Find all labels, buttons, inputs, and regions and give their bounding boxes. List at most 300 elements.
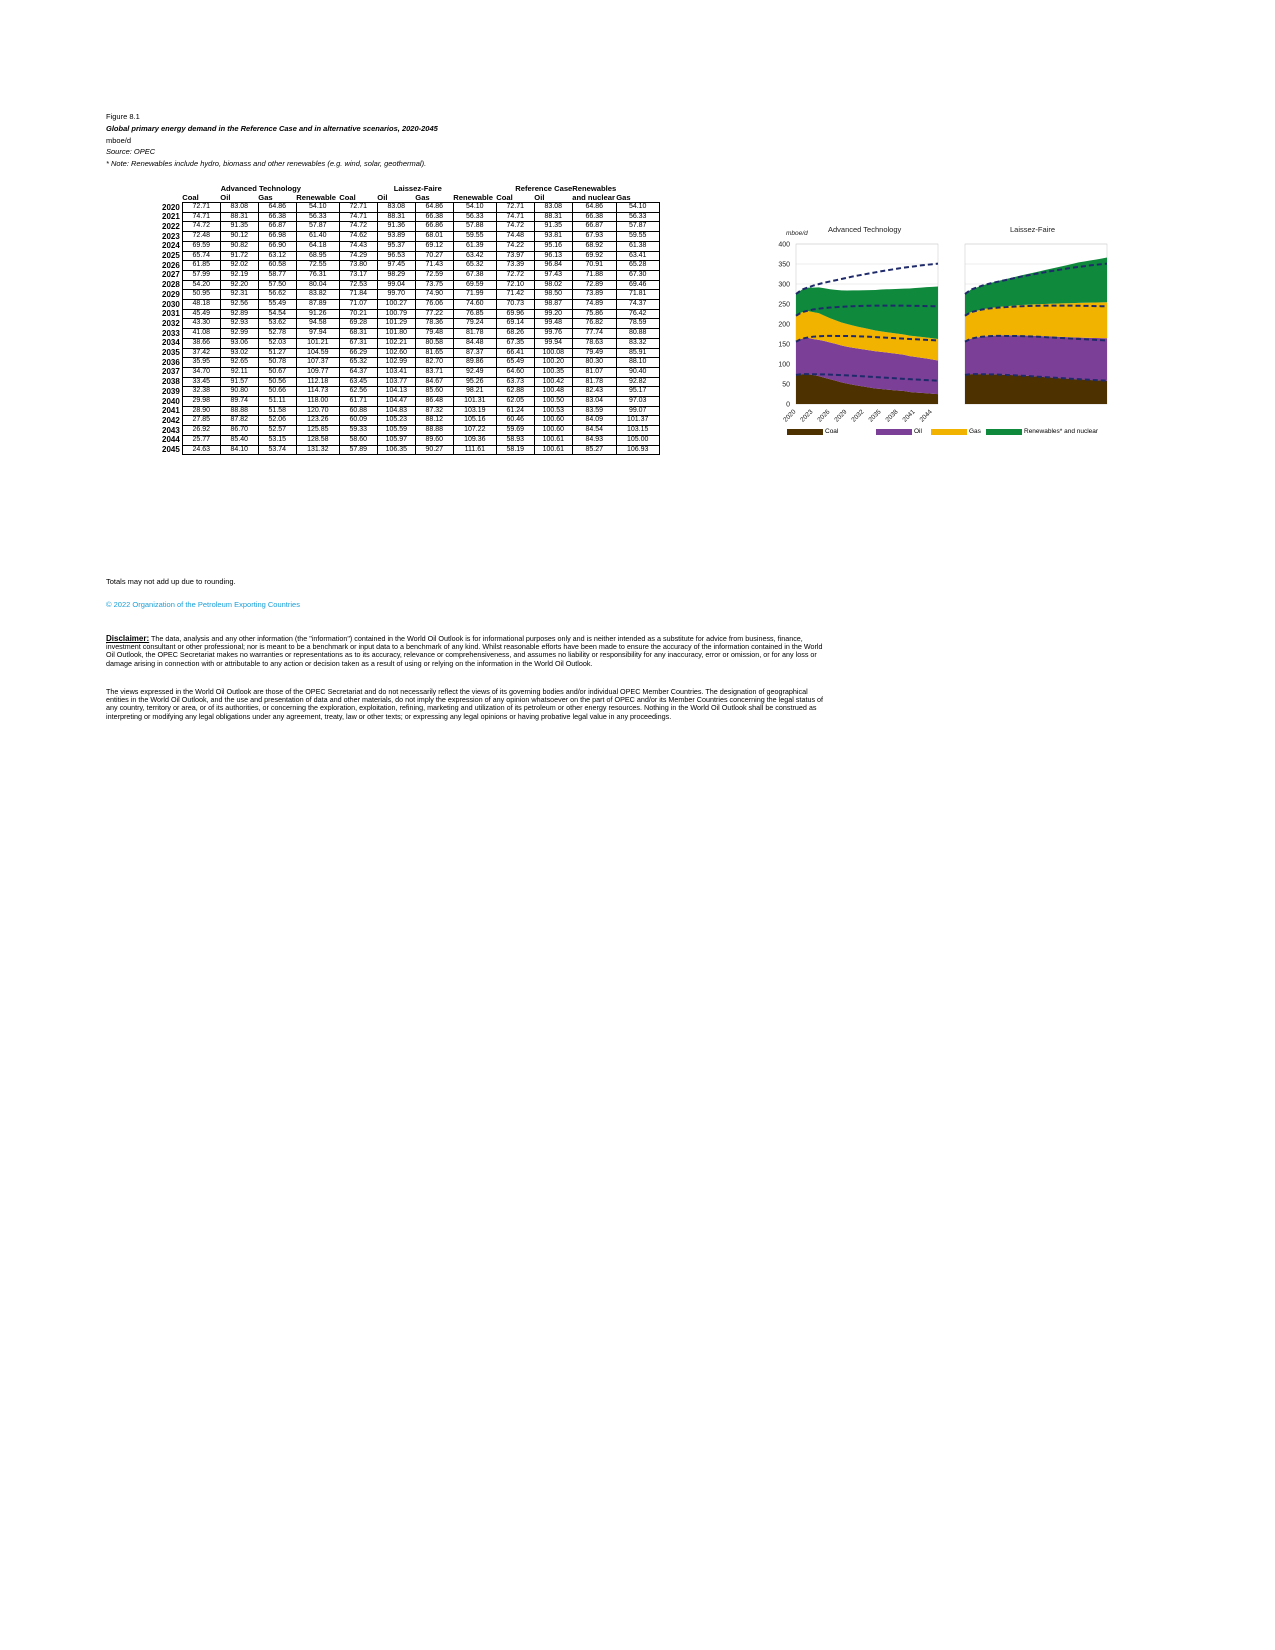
table-cell: 100.08 (534, 348, 572, 358)
rounding-note: Totals may not add up due to rounding. (106, 577, 236, 586)
row-year: 2041 (162, 406, 180, 416)
row-year: 2040 (162, 396, 180, 406)
column-header: Coal (496, 193, 513, 202)
table-cell: 56.62 (258, 290, 296, 300)
table-cell: 84.67 (415, 377, 453, 387)
table-cell: 92.02 (220, 261, 258, 271)
legend-gas (931, 428, 981, 435)
x-tick-label: 2038 (884, 408, 900, 424)
area-oil (965, 335, 1107, 380)
row-year: 2023 (162, 231, 180, 241)
table-cell: 103.19 (453, 406, 496, 416)
table-cell: 62.88 (496, 387, 534, 397)
group-reference-case: Reference Case (515, 184, 573, 193)
table-cell: 68.95 (296, 251, 339, 261)
table-cell: 90.80 (220, 387, 258, 397)
table-cell: 74.72 (182, 222, 220, 232)
table-cell: 28.90 (182, 406, 220, 416)
y-tick-label: 200 (778, 321, 790, 329)
table-cell: 114.73 (296, 387, 339, 397)
table-cell: 57.88 (453, 222, 496, 232)
y-tick-label: 350 (778, 261, 790, 269)
table-cell: 65.32 (339, 358, 377, 368)
table-cell: 76.82 (572, 319, 616, 329)
table-cell: 72.10 (496, 280, 534, 290)
row-year: 2027 (162, 270, 180, 280)
table-cell: 37.42 (182, 348, 220, 358)
copyright-link[interactable]: © 2022 Organization of the Petroleum Exporting Countries (106, 600, 300, 609)
x-tick-label: 2035 (867, 408, 883, 424)
table-cell: 85.27 (572, 445, 616, 455)
table-cell: 54.10 (296, 203, 339, 213)
table-cell: 61.85 (182, 261, 220, 271)
legend-coal (787, 428, 838, 435)
table-cell: 64.60 (496, 367, 534, 377)
row-year: 2042 (162, 415, 180, 425)
row-year: 2039 (162, 386, 180, 396)
table-cell: 76.42 (616, 309, 659, 319)
table-cell: 98.50 (534, 290, 572, 300)
table-cell: 61.24 (496, 406, 534, 416)
group-advanced-technology: Advanced Technology (220, 184, 302, 193)
table-cell: 66.98 (258, 232, 296, 242)
energy-demand-chart (0, 0, 1275, 450)
table-cell: 98.21 (453, 387, 496, 397)
table-cell: 72.55 (296, 261, 339, 271)
table-cell: 29.98 (182, 397, 220, 407)
table-cell: 71.88 (572, 270, 616, 280)
table-cell: 100.60 (534, 426, 572, 436)
column-header: Oil (220, 193, 231, 202)
legend-coal-swatch (787, 429, 823, 435)
row-year: 2034 (162, 338, 180, 348)
column-header: Coal (182, 193, 199, 202)
table-cell: 38.66 (182, 338, 220, 348)
table-cell: 83.82 (296, 290, 339, 300)
table-cell: 63.41 (616, 251, 659, 261)
table-cell: 64.18 (296, 241, 339, 251)
table-cell: 86.70 (220, 426, 258, 436)
table-cell: 103.77 (377, 377, 415, 387)
table-cell: 101.21 (296, 338, 339, 348)
table-cell: 50.67 (258, 367, 296, 377)
table-cell: 83.71 (415, 367, 453, 377)
table-cell: 56.33 (453, 212, 496, 222)
row-year: 2035 (162, 348, 180, 358)
table-cell: 48.18 (182, 300, 220, 310)
table-cell: 80.30 (572, 358, 616, 368)
table-cell: 43.30 (182, 319, 220, 329)
table-cell: 93.89 (377, 232, 415, 242)
row-year: 2028 (162, 280, 180, 290)
table-cell: 69.59 (182, 241, 220, 251)
table-cell: 73.80 (339, 261, 377, 271)
table-cell: 52.06 (258, 416, 296, 426)
table-cell: 57.89 (339, 445, 377, 455)
table-cell: 61.71 (339, 397, 377, 407)
table-cell: 72.71 (182, 203, 220, 213)
table-cell: 74.71 (339, 212, 377, 222)
table-cell: 99.04 (377, 280, 415, 290)
panel-title: Laissez-Faire (1010, 225, 1056, 234)
table-cell: 103.15 (616, 426, 659, 436)
column-header: Coal (339, 193, 356, 202)
table-cell: 74.48 (496, 232, 534, 242)
table-cell: 71.81 (616, 290, 659, 300)
table-cell: 52.03 (258, 338, 296, 348)
table-cell: 105.23 (377, 416, 415, 426)
y-tick-label: 50 (782, 381, 790, 389)
table-cell: 88.31 (220, 212, 258, 222)
table-cell: 79.24 (453, 319, 496, 329)
renewables-note: * Note: Renewables include hydro, biomass and other renewables (e.g. wind, solar, geothermal). (106, 159, 427, 168)
table-cell: 67.31 (339, 338, 377, 348)
column-header: Gas (415, 193, 430, 202)
table-cell: 109.36 (453, 435, 496, 445)
table-cell: 84.54 (572, 426, 616, 436)
table-cell: 81.07 (572, 367, 616, 377)
table-cell: 71.99 (453, 290, 496, 300)
table-cell: 34.70 (182, 367, 220, 377)
column-header: Renewable (296, 193, 336, 202)
table-cell: 60.09 (339, 416, 377, 426)
table-cell: 101.29 (377, 319, 415, 329)
table-cell: 100.79 (377, 309, 415, 319)
disclaimer-paragraph-1 (106, 635, 828, 668)
table-cell: 85.60 (415, 387, 453, 397)
table-cell: 70.21 (339, 309, 377, 319)
table-cell: 90.82 (220, 241, 258, 251)
table-cell: 91.26 (296, 309, 339, 319)
column-header: Oil (534, 193, 545, 202)
table-cell: 74.72 (496, 222, 534, 232)
table-cell: 57.87 (616, 222, 659, 232)
table-cell: 65.32 (453, 261, 496, 271)
row-year: 2021 (162, 212, 180, 222)
table-cell: 83.59 (572, 406, 616, 416)
unit-label: mboe/d (106, 136, 132, 145)
source-label: Source: OPEC (106, 147, 156, 156)
legend-oil-label: Oil (914, 428, 922, 435)
table-cell: 85.40 (220, 435, 258, 445)
table-cell: 54.10 (616, 203, 659, 213)
table-cell: 68.92 (572, 241, 616, 251)
table-cell: 90.40 (616, 367, 659, 377)
row-year: 2032 (162, 318, 180, 328)
table-cell: 104.83 (377, 406, 415, 416)
table-cell: 77.74 (572, 329, 616, 339)
table-cell: 131.32 (296, 445, 339, 455)
table-cell: 101.31 (453, 397, 496, 407)
table-cell: 50.95 (182, 290, 220, 300)
table-cell: 73.75 (415, 280, 453, 290)
row-year: 2038 (162, 377, 180, 387)
table-cell: 100.50 (534, 397, 572, 407)
table-cell: 92.89 (220, 309, 258, 319)
table-cell: 93.02 (220, 348, 258, 358)
table-cell: 91.72 (220, 251, 258, 261)
table-cell: 56.33 (296, 212, 339, 222)
table-cell: 84.93 (572, 435, 616, 445)
row-year: 2022 (162, 221, 180, 231)
table-cell: 66.29 (339, 348, 377, 358)
table-cell: 60.46 (496, 416, 534, 426)
table-cell: 120.70 (296, 406, 339, 416)
row-year: 2025 (162, 251, 180, 261)
row-year: 2020 (162, 202, 180, 212)
table-cell: 100.20 (534, 358, 572, 368)
table-cell: 88.31 (534, 212, 572, 222)
table-cell: 91.35 (220, 222, 258, 232)
table-cell: 69.59 (453, 280, 496, 290)
table-cell: 72.53 (339, 280, 377, 290)
table-cell: 96.13 (534, 251, 572, 261)
table-cell: 105.97 (377, 435, 415, 445)
table-cell: 53.62 (258, 319, 296, 329)
table-cell: 128.58 (296, 435, 339, 445)
table-cell: 62.56 (339, 387, 377, 397)
table-cell: 99.20 (534, 309, 572, 319)
table-cell: 67.93 (572, 232, 616, 242)
table-cell: 85.91 (616, 348, 659, 358)
row-year: 2026 (162, 260, 180, 270)
table-cell: 80.58 (415, 338, 453, 348)
table-cell: 81.78 (453, 329, 496, 339)
table-cell: 61.39 (453, 241, 496, 251)
table-cell: 63.73 (496, 377, 534, 387)
table-cell: 76.31 (296, 270, 339, 280)
table-cell: 72.89 (572, 280, 616, 290)
table-cell: 58.77 (258, 270, 296, 280)
table-cell: 101.80 (377, 329, 415, 339)
table-cell: 59.55 (453, 232, 496, 242)
table-cell: 78.59 (616, 319, 659, 329)
row-year: 2033 (162, 328, 180, 338)
y-tick-label: 400 (778, 241, 790, 249)
table-cell: 70.27 (415, 251, 453, 261)
table-cell: 102.21 (377, 338, 415, 348)
table-cell: 99.70 (377, 290, 415, 300)
table-cell: 88.88 (415, 426, 453, 436)
column-header: Oil (377, 193, 388, 202)
table-cell: 81.65 (415, 348, 453, 358)
row-year: 2029 (162, 289, 180, 299)
table-cell: 55.49 (258, 300, 296, 310)
table-cell: 101.37 (616, 416, 659, 426)
table-cell: 61.38 (616, 241, 659, 251)
y-tick-label: 300 (778, 281, 790, 289)
table-cell: 123.26 (296, 416, 339, 426)
table-cell: 78.63 (572, 338, 616, 348)
table-cell: 118.00 (296, 397, 339, 407)
table-cell: 70.91 (572, 261, 616, 271)
table-cell: 41.08 (182, 329, 220, 339)
table-cell: 63.45 (339, 377, 377, 387)
table-cell: 97.94 (296, 329, 339, 339)
row-year: 2036 (162, 357, 180, 367)
table-cell: 78.36 (415, 319, 453, 329)
table-cell: 66.86 (415, 222, 453, 232)
table-cell: 71.84 (339, 290, 377, 300)
table-cell: 68.01 (415, 232, 453, 242)
table-cell: 58.93 (496, 435, 534, 445)
row-year: 2024 (162, 241, 180, 251)
table-cell: 96.53 (377, 251, 415, 261)
table-cell: 76.85 (453, 309, 496, 319)
table-cell: 57.50 (258, 280, 296, 290)
table-cell: 66.87 (572, 222, 616, 232)
table-cell: 92.20 (220, 280, 258, 290)
table-cell: 65.28 (616, 261, 659, 271)
table-cell: 74.72 (339, 222, 377, 232)
table-cell: 67.30 (616, 270, 659, 280)
table-cell: 60.88 (339, 406, 377, 416)
table-cell: 54.20 (182, 280, 220, 290)
table-cell: 74.60 (453, 300, 496, 310)
legend-oil-swatch (876, 429, 912, 435)
table-cell: 45.49 (182, 309, 220, 319)
table-cell: 83.32 (616, 338, 659, 348)
table-cell: 100.60 (534, 416, 572, 426)
table-cell: 74.71 (182, 212, 220, 222)
table-cell: 26.92 (182, 426, 220, 436)
table-cell: 70.73 (496, 300, 534, 310)
table-cell: 80.88 (616, 329, 659, 339)
table-cell: 72.59 (415, 270, 453, 280)
table-cell: 93.06 (220, 338, 258, 348)
table-cell: 59.33 (339, 426, 377, 436)
table-cell: 87.32 (415, 406, 453, 416)
table-cell: 106.35 (377, 445, 415, 455)
table-cell: 75.86 (572, 309, 616, 319)
table-cell: 102.99 (377, 358, 415, 368)
row-year: 2031 (162, 309, 180, 319)
table-cell: 92.56 (220, 300, 258, 310)
table-cell: 24.63 (182, 445, 220, 455)
table-cell: 79.49 (572, 348, 616, 358)
table-cell: 62.05 (496, 397, 534, 407)
table-cell: 72.71 (496, 203, 534, 213)
disclaimer-label: Disclaimer: (106, 634, 150, 643)
table-cell: 69.28 (339, 319, 377, 329)
table-cell: 91.36 (377, 222, 415, 232)
table-cell: 92.99 (220, 329, 258, 339)
table-cell: 98.02 (534, 280, 572, 290)
x-tick-label: 2020 (782, 408, 798, 424)
legend-oil (876, 428, 922, 435)
table-cell: 82.43 (572, 387, 616, 397)
table-cell: 52.57 (258, 426, 296, 436)
table-cell: 92.11 (220, 367, 258, 377)
table-cell: 99.07 (616, 406, 659, 416)
table-cell: 94.58 (296, 319, 339, 329)
table-cell: 84.10 (220, 445, 258, 455)
table-cell: 100.61 (534, 445, 572, 455)
table-cell: 59.69 (496, 426, 534, 436)
table-cell: 125.85 (296, 426, 339, 436)
table-cell: 77.22 (415, 309, 453, 319)
table-cell: 73.39 (496, 261, 534, 271)
table-cell: 98.29 (377, 270, 415, 280)
group-laissez-faire: Laissez-Faire (393, 184, 442, 193)
table-cell: 69.92 (572, 251, 616, 261)
legend-coal-label: Coal (825, 428, 839, 435)
table-cell: 89.74 (220, 397, 258, 407)
table-cell: 35.95 (182, 358, 220, 368)
table-cell: 107.37 (296, 358, 339, 368)
table-cell: 67.35 (496, 338, 534, 348)
table-cell: 81.78 (572, 377, 616, 387)
table-cell: 25.77 (182, 435, 220, 445)
table-cell: 88.31 (377, 212, 415, 222)
table-cell: 74.71 (496, 212, 534, 222)
table-cell: 90.27 (415, 445, 453, 455)
table-cell: 64.86 (415, 203, 453, 213)
y-tick-label: 0 (786, 401, 790, 409)
table-cell: 66.41 (496, 348, 534, 358)
table-cell: 53.74 (258, 445, 296, 455)
table-cell: 83.04 (572, 397, 616, 407)
table-cell: 105.16 (453, 416, 496, 426)
x-tick-label: 2032 (850, 408, 866, 424)
table-cell: 69.14 (496, 319, 534, 329)
col-renewables-nuclear: Renewables and nuclear (572, 184, 617, 202)
table-cell: 63.42 (453, 251, 496, 261)
table-cell: 73.97 (496, 251, 534, 261)
row-year: 2037 (162, 367, 180, 377)
table-cell: 67.38 (453, 270, 496, 280)
table-cell: 92.31 (220, 290, 258, 300)
table-cell: 92.49 (453, 367, 496, 377)
table-cell: 58.19 (496, 445, 534, 455)
table-cell: 71.42 (496, 290, 534, 300)
table-cell: 32.38 (182, 387, 220, 397)
table-cell: 111.61 (453, 445, 496, 455)
table-cell: 58.60 (339, 435, 377, 445)
table-cell: 74.89 (572, 300, 616, 310)
table-cell: 87.37 (453, 348, 496, 358)
table-cell: 65.74 (182, 251, 220, 261)
y-tick-label: 100 (778, 361, 790, 369)
table-cell: 84.09 (572, 416, 616, 426)
table-cell: 100.27 (377, 300, 415, 310)
table-cell: 84.48 (453, 338, 496, 348)
legend-renewables-swatch (986, 429, 1022, 435)
y-tick-label: 250 (778, 301, 790, 309)
table-cell: 66.90 (258, 241, 296, 251)
table-cell: 100.61 (534, 435, 572, 445)
table-cell: 51.11 (258, 397, 296, 407)
x-tick-label: 2044 (918, 408, 934, 424)
x-tick-label: 2041 (901, 408, 917, 424)
legend-renewables (986, 428, 1098, 435)
table-cell: 92.19 (220, 270, 258, 280)
table-cell: 50.78 (258, 358, 296, 368)
table-cell: 66.87 (258, 222, 296, 232)
column-header: Gas (258, 193, 273, 202)
table-cell: 96.84 (534, 261, 572, 271)
table-cell: 74.29 (339, 251, 377, 261)
table-cell: 91.57 (220, 377, 258, 387)
x-tick-label: 2023 (799, 408, 815, 424)
table-cell: 105.00 (616, 435, 659, 445)
table-cell: 89.86 (453, 358, 496, 368)
table-cell: 92.82 (616, 377, 659, 387)
table-cell: 63.12 (258, 251, 296, 261)
panel-title: Advanced Technology (828, 225, 902, 234)
table-cell: 64.86 (258, 203, 296, 213)
table-cell: 104.59 (296, 348, 339, 358)
